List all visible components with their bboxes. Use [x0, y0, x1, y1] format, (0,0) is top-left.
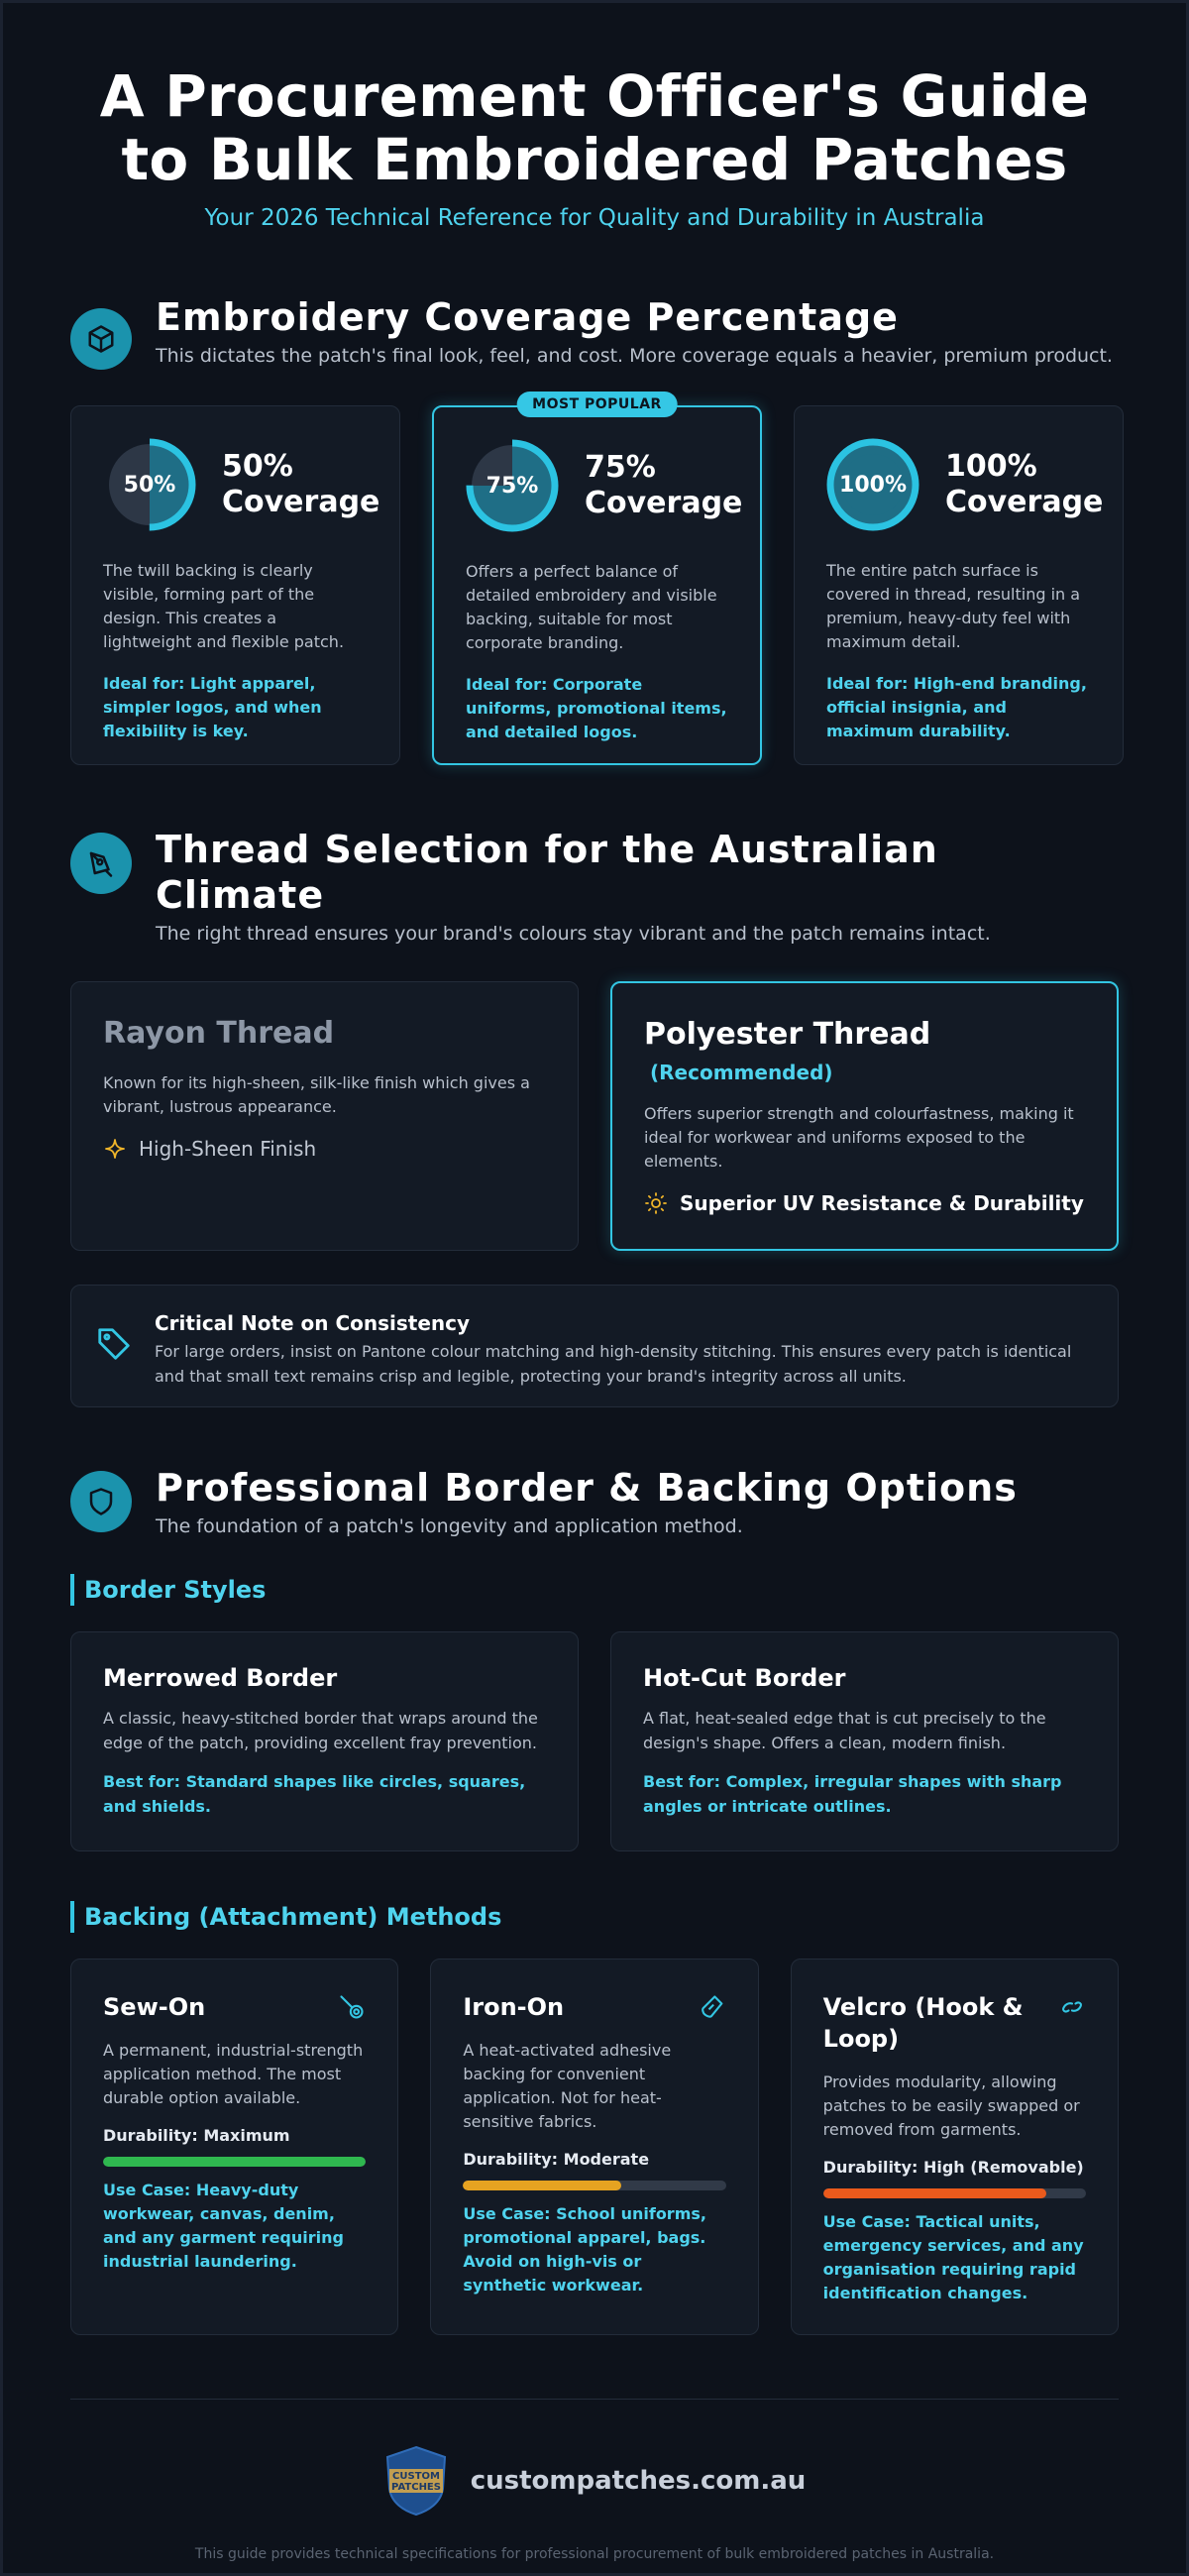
rayon-text: Known for its high-sheen, silk-like finish which gives a vibrant, lustrous appearance. [103, 1073, 530, 1116]
coverage-card-ideal: Ideal for: High-end branding, official insignia, and maximum durability. [826, 674, 1087, 740]
durability-label: Durability: High (Removable) [822, 2158, 1084, 2177]
durability-bar-fill [823, 2188, 1047, 2198]
thread-description: The right thread ensures your brand's colours stay vibrant and the patch remains intact. [156, 923, 991, 945]
coverage-card-title: 50% Coverage [222, 449, 380, 519]
coverage-ring-label: 50% [123, 472, 176, 498]
svg-text:PATCHES: PATCHES [390, 2482, 441, 2493]
border-text: A classic, heavy-stitched border that wraps around the edge of the patch, providing excellent fray prevention. [103, 1709, 538, 1752]
iron-on-card [430, 1959, 758, 2335]
shield-icon [70, 1471, 132, 1532]
durability-bar-fill [463, 2181, 620, 2190]
coverage-header [70, 294, 1119, 370]
coverage-ring-label: 100% [839, 472, 907, 498]
footer-divider [70, 2399, 1119, 2400]
backing-title: Sew-On [103, 1993, 206, 2021]
merrowed-border-card [70, 1631, 579, 1851]
durability-bar [463, 2181, 725, 2190]
page-subtitle: Your 2026 Technical Reference for Quality and Durability in Australia [204, 205, 985, 231]
coverage-section [70, 294, 1119, 765]
title-line-1: A Procurement Officer's Guide [99, 62, 1090, 130]
brand-link[interactable]: custompatches.com.au [470, 2466, 807, 2496]
consistency-note [70, 1285, 1119, 1407]
hero [70, 3, 1119, 231]
border-cards [70, 1631, 1119, 1851]
backing-use-case: Use Case: Tactical units, emergency services, and any organisation requiring rapid identification changes. [822, 2212, 1084, 2302]
coverage-ring [826, 438, 919, 531]
border-backing-title: Professional Border & Backing Options [156, 1466, 1018, 1510]
durability-bar [103, 2157, 366, 2167]
rayon-card [70, 981, 579, 1251]
polyester-text: Offers superior strength and colourfastness, making it ideal for workwear and uniforms exposed to the elements. [644, 1104, 1074, 1171]
rayon-feature: High-Sheen Finish [103, 1137, 546, 1161]
border-title: Merrowed Border [103, 1664, 338, 1692]
coverage-card-title: 100% Coverage [945, 449, 1104, 519]
backing-methods-heading: Backing (Attachment) Methods [70, 1901, 1119, 1933]
sew-on-card [70, 1959, 398, 2335]
thread-header [70, 827, 1119, 948]
coverage-card-text: The twill backing is clearly visible, forming part of the design. This creates a lightweight and flexible patch. [103, 561, 345, 651]
coverage-ring-label: 75% [486, 473, 539, 499]
thread-cards [70, 981, 1119, 1251]
hot-cut-border-card [610, 1631, 1119, 1851]
velcro-card [791, 1959, 1119, 2335]
backing-use-case: Use Case: Heavy-duty workwear, canvas, denim, and any garment requiring industrial laundering. [103, 2181, 344, 2271]
note-title: Critical Note on Consistency [155, 1311, 471, 1335]
note-text: For large orders, insist on Pantone colour matching and high-density stitching. This ensures every patch is identical and that small text remains crisp and legible, protecting your brand's integrity across all units. [155, 1342, 1072, 1386]
backing-title: Iron-On [463, 1993, 565, 2021]
coverage-card-ideal: Ideal for: Corporate uniforms, promotional items, and detailed logos. [466, 675, 727, 741]
needle-icon [338, 1993, 366, 2021]
backing-text: A permanent, industrial-strength application method. The most durable option available. [103, 2041, 364, 2107]
durability-label: Durability: Maximum [103, 2126, 290, 2145]
sun-icon [644, 1191, 668, 1215]
border-styles-heading: Border Styles [70, 1574, 1119, 1606]
polyester-card [610, 981, 1119, 1251]
tag-icon [95, 1325, 133, 1363]
coverage-card-title: 75% Coverage [585, 450, 743, 520]
brand-logo[interactable] [383, 2445, 449, 2517]
footer [70, 2445, 1119, 2562]
page-title [70, 64, 1119, 191]
polyester-title: Polyester Thread [644, 1017, 931, 1052]
backing-use-case: Use Case: School uniforms, promotional apparel, bags. Avoid on high-vis or synthetic workwear. [463, 2204, 706, 2295]
backing-text: Provides modularity, allowing patches to be easily swapped or removed from garments. [822, 2072, 1080, 2139]
border-text: A flat, heat-sealed edge that is cut precisely to the design's shape. Offers a clean, modern finish. [643, 1709, 1046, 1752]
polyester-feature: Superior UV Resistance & Durability [644, 1191, 1085, 1215]
svg-text:CUSTOM: CUSTOM [391, 2471, 440, 2482]
thread-section [70, 827, 1119, 1407]
backing-cards [70, 1959, 1119, 2335]
title-line-2: to Bulk Embroidered Patches [121, 126, 1068, 193]
iron-icon [699, 1993, 726, 2021]
cube-icon [70, 308, 132, 370]
sparkle-icon [103, 1137, 127, 1161]
border-backing-header [70, 1465, 1119, 1540]
thread-title: Thread Selection for the Australian Climate [156, 828, 938, 917]
coverage-title: Embroidery Coverage Percentage [156, 295, 899, 339]
coverage-card-50 [70, 405, 400, 765]
link-icon [1058, 1993, 1086, 2021]
durability-bar-fill [103, 2157, 366, 2167]
coverage-card-text: The entire patch surface is covered in thread, resulting in a premium, heavy-duty feel with maximum detail. [826, 561, 1081, 651]
coverage-card-text: Offers a perfect balance of detailed embroidery and visible backing, suitable for most corporate branding. [466, 562, 717, 652]
most-popular-badge: MOST POPULAR [516, 392, 678, 417]
border-best: Best for: Complex, irregular shapes with sharp angles or intricate outlines. [643, 1772, 1062, 1816]
coverage-description: This dictates the patch's final look, feel, and cost. More coverage equals a heavier, premium product. [156, 345, 1113, 367]
recommended-label: (Recommended) [650, 1061, 833, 1084]
coverage-ring [466, 439, 559, 532]
durability-bar [823, 2188, 1086, 2198]
border-backing-description: The foundation of a patch's longevity and application method. [156, 1515, 743, 1537]
coverage-card-ideal: Ideal for: Light apparel, simpler logos, and when flexibility is key. [103, 674, 322, 740]
border-title: Hot-Cut Border [643, 1664, 846, 1692]
footer-note: This guide provides technical specifications for professional procurement of bulk embroidered patches in Australia. [194, 2546, 995, 2562]
footer-brand [70, 2445, 1119, 2517]
durability-label: Durability: Moderate [463, 2150, 650, 2169]
coverage-card-100 [794, 405, 1124, 765]
border-backing-section [70, 1465, 1119, 2335]
pen-tool-icon [70, 833, 132, 894]
rayon-title: Rayon Thread [103, 1016, 335, 1051]
border-best: Best for: Standard shapes like circles, squares, and shields. [103, 1772, 526, 1816]
backing-text: A heat-activated adhesive backing for convenient application. Not for heat-sensitive fabrics. [463, 2041, 672, 2131]
coverage-cards [70, 396, 1119, 765]
coverage-ring [103, 438, 196, 531]
backing-title: Velcro (Hook & Loop) [822, 1993, 1024, 2053]
coverage-card-75 [432, 396, 762, 765]
